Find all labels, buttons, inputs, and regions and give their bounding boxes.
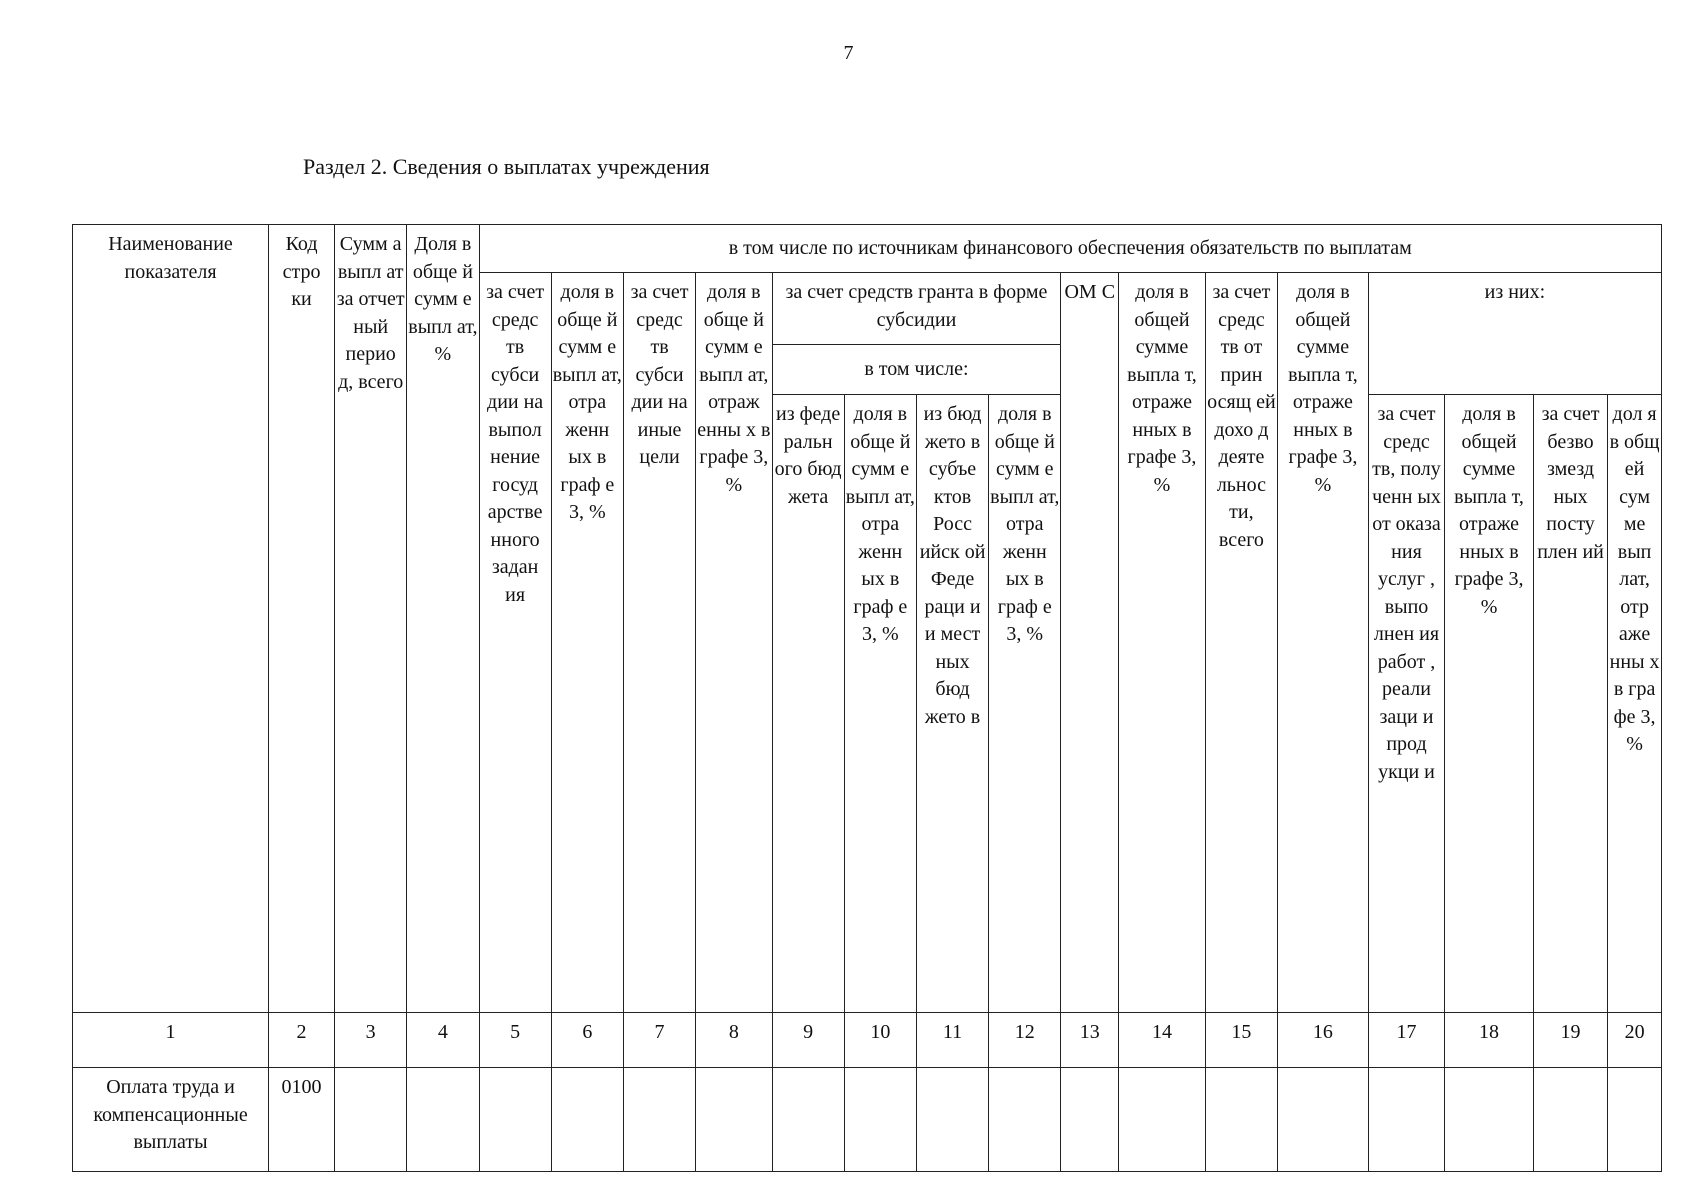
table-cell[interactable] — [551, 1068, 623, 1172]
header-services-share: доля в общей сумме выпла т, отраже нных в графе 3, % — [1445, 395, 1534, 1013]
header-state-task: за счет средс тв субси дии на выпол нение госуд арстве нного задан ия — [479, 273, 551, 1013]
table-cell[interactable] — [1533, 1068, 1607, 1172]
table-cell[interactable] — [1205, 1068, 1277, 1172]
table-cell[interactable] — [407, 1068, 479, 1172]
column-number: 16 — [1278, 1013, 1369, 1068]
column-number: 13 — [1061, 1013, 1119, 1068]
header-share: Доля в обще й сумм е выпл ат, % — [407, 225, 479, 1013]
table-cell[interactable] — [1368, 1068, 1444, 1172]
column-number: 6 — [551, 1013, 623, 1068]
table-cell[interactable] — [1061, 1068, 1119, 1172]
header-federal-share: доля в обще й сумм е выпл ат, отра женн ых в граф е 3, % — [844, 395, 916, 1013]
header-regional: из бюд жето в субъе ктов Росс ийск ой Феде раци и и мест ных бюд жето в — [916, 395, 988, 1013]
header-other-goals-share: доля в обще й сумм е выпл ат, отраж енны х в графе 3, % — [696, 273, 772, 1013]
header-gratuitous-share: дол я в общ ей сум ме вып лат, отр аже нны х в гра фе 3, % — [1608, 395, 1662, 1013]
header-grant-including: в том числе: — [772, 345, 1061, 395]
column-number: 7 — [623, 1013, 695, 1068]
table-cell[interactable] — [1608, 1068, 1662, 1172]
table-cell[interactable] — [479, 1068, 551, 1172]
column-number: 10 — [844, 1013, 916, 1068]
column-number: 15 — [1205, 1013, 1277, 1068]
table-cell[interactable] — [1278, 1068, 1369, 1172]
table-cell[interactable] — [335, 1068, 407, 1172]
header-oms: ОМ С — [1061, 273, 1119, 1013]
header-grant: за счет средств гранта в форме субсидии — [772, 273, 1061, 345]
table-row — [73, 1068, 1662, 1172]
header-gratuitous: за счет безво змезд ных посту плен ий — [1533, 395, 1607, 1013]
column-number: 9 — [772, 1013, 844, 1068]
header-oms-share: доля в общей сумме выпла т, отраже нных в графе 3, % — [1119, 273, 1206, 1013]
table-cell[interactable] — [1445, 1068, 1534, 1172]
column-number: 19 — [1533, 1013, 1607, 1068]
row-name: Оплата труда и компенсационные выплаты — [73, 1068, 269, 1172]
header-name: Наименование показателя — [73, 225, 269, 1013]
section-title: Раздел 2. Сведения о выплатах учреждения — [303, 154, 710, 179]
column-number: 17 — [1368, 1013, 1444, 1068]
table-cell[interactable] — [696, 1068, 772, 1172]
payouts-table — [72, 224, 1662, 1172]
header-sources: в том числе по источникам финансового обеспечения обязательств по выплатам — [479, 225, 1662, 273]
table-cell[interactable] — [844, 1068, 916, 1172]
column-number: 8 — [696, 1013, 772, 1068]
header-income: за счет средс тв от прин осящ ей дохо д деяте льнос ти, всего — [1205, 273, 1277, 1013]
column-number: 12 — [989, 1013, 1061, 1068]
header-income-share: доля в общей сумме выпла т, отраже нных в графе 3, % — [1278, 273, 1369, 1013]
table-cell[interactable] — [623, 1068, 695, 1172]
table-cell[interactable] — [989, 1068, 1061, 1172]
header-other-goals: за счет средс тв субси дии на иные цели — [623, 273, 695, 1013]
column-number: 2 — [269, 1013, 335, 1068]
column-number: 18 — [1445, 1013, 1534, 1068]
column-number: 20 — [1608, 1013, 1662, 1068]
header-of-them: из них: — [1368, 273, 1661, 395]
table-cell[interactable] — [916, 1068, 988, 1172]
column-number: 4 — [407, 1013, 479, 1068]
header-sum: Сумм а выпл ат за отчет ный перио д, всего — [335, 225, 407, 1013]
header-services: за счет средс тв, полу ченн ых от оказа ния услуг , выпо лнен ия работ , реали заци и прод укци и — [1368, 395, 1444, 1013]
column-number: 5 — [479, 1013, 551, 1068]
header-regional-share: доля в обще й сумм е выпл ат, отра женн ых в граф е 3, % — [989, 395, 1061, 1013]
table-cell[interactable] — [772, 1068, 844, 1172]
column-number: 14 — [1119, 1013, 1206, 1068]
column-number: 1 — [73, 1013, 269, 1068]
column-number: 11 — [916, 1013, 988, 1068]
column-number-row — [73, 1013, 1662, 1068]
column-number: 3 — [335, 1013, 407, 1068]
header-federal: из феде ральн ого бюд жета — [772, 395, 844, 1013]
header-state-task-share: доля в обще й сумм е выпл ат, отра женн ых в граф е 3, % — [551, 273, 623, 1013]
header-code: Код стро ки — [269, 225, 335, 1013]
page-number: 7 — [843, 42, 854, 64]
table-cell[interactable] — [1119, 1068, 1206, 1172]
row-code: 0100 — [269, 1068, 335, 1172]
